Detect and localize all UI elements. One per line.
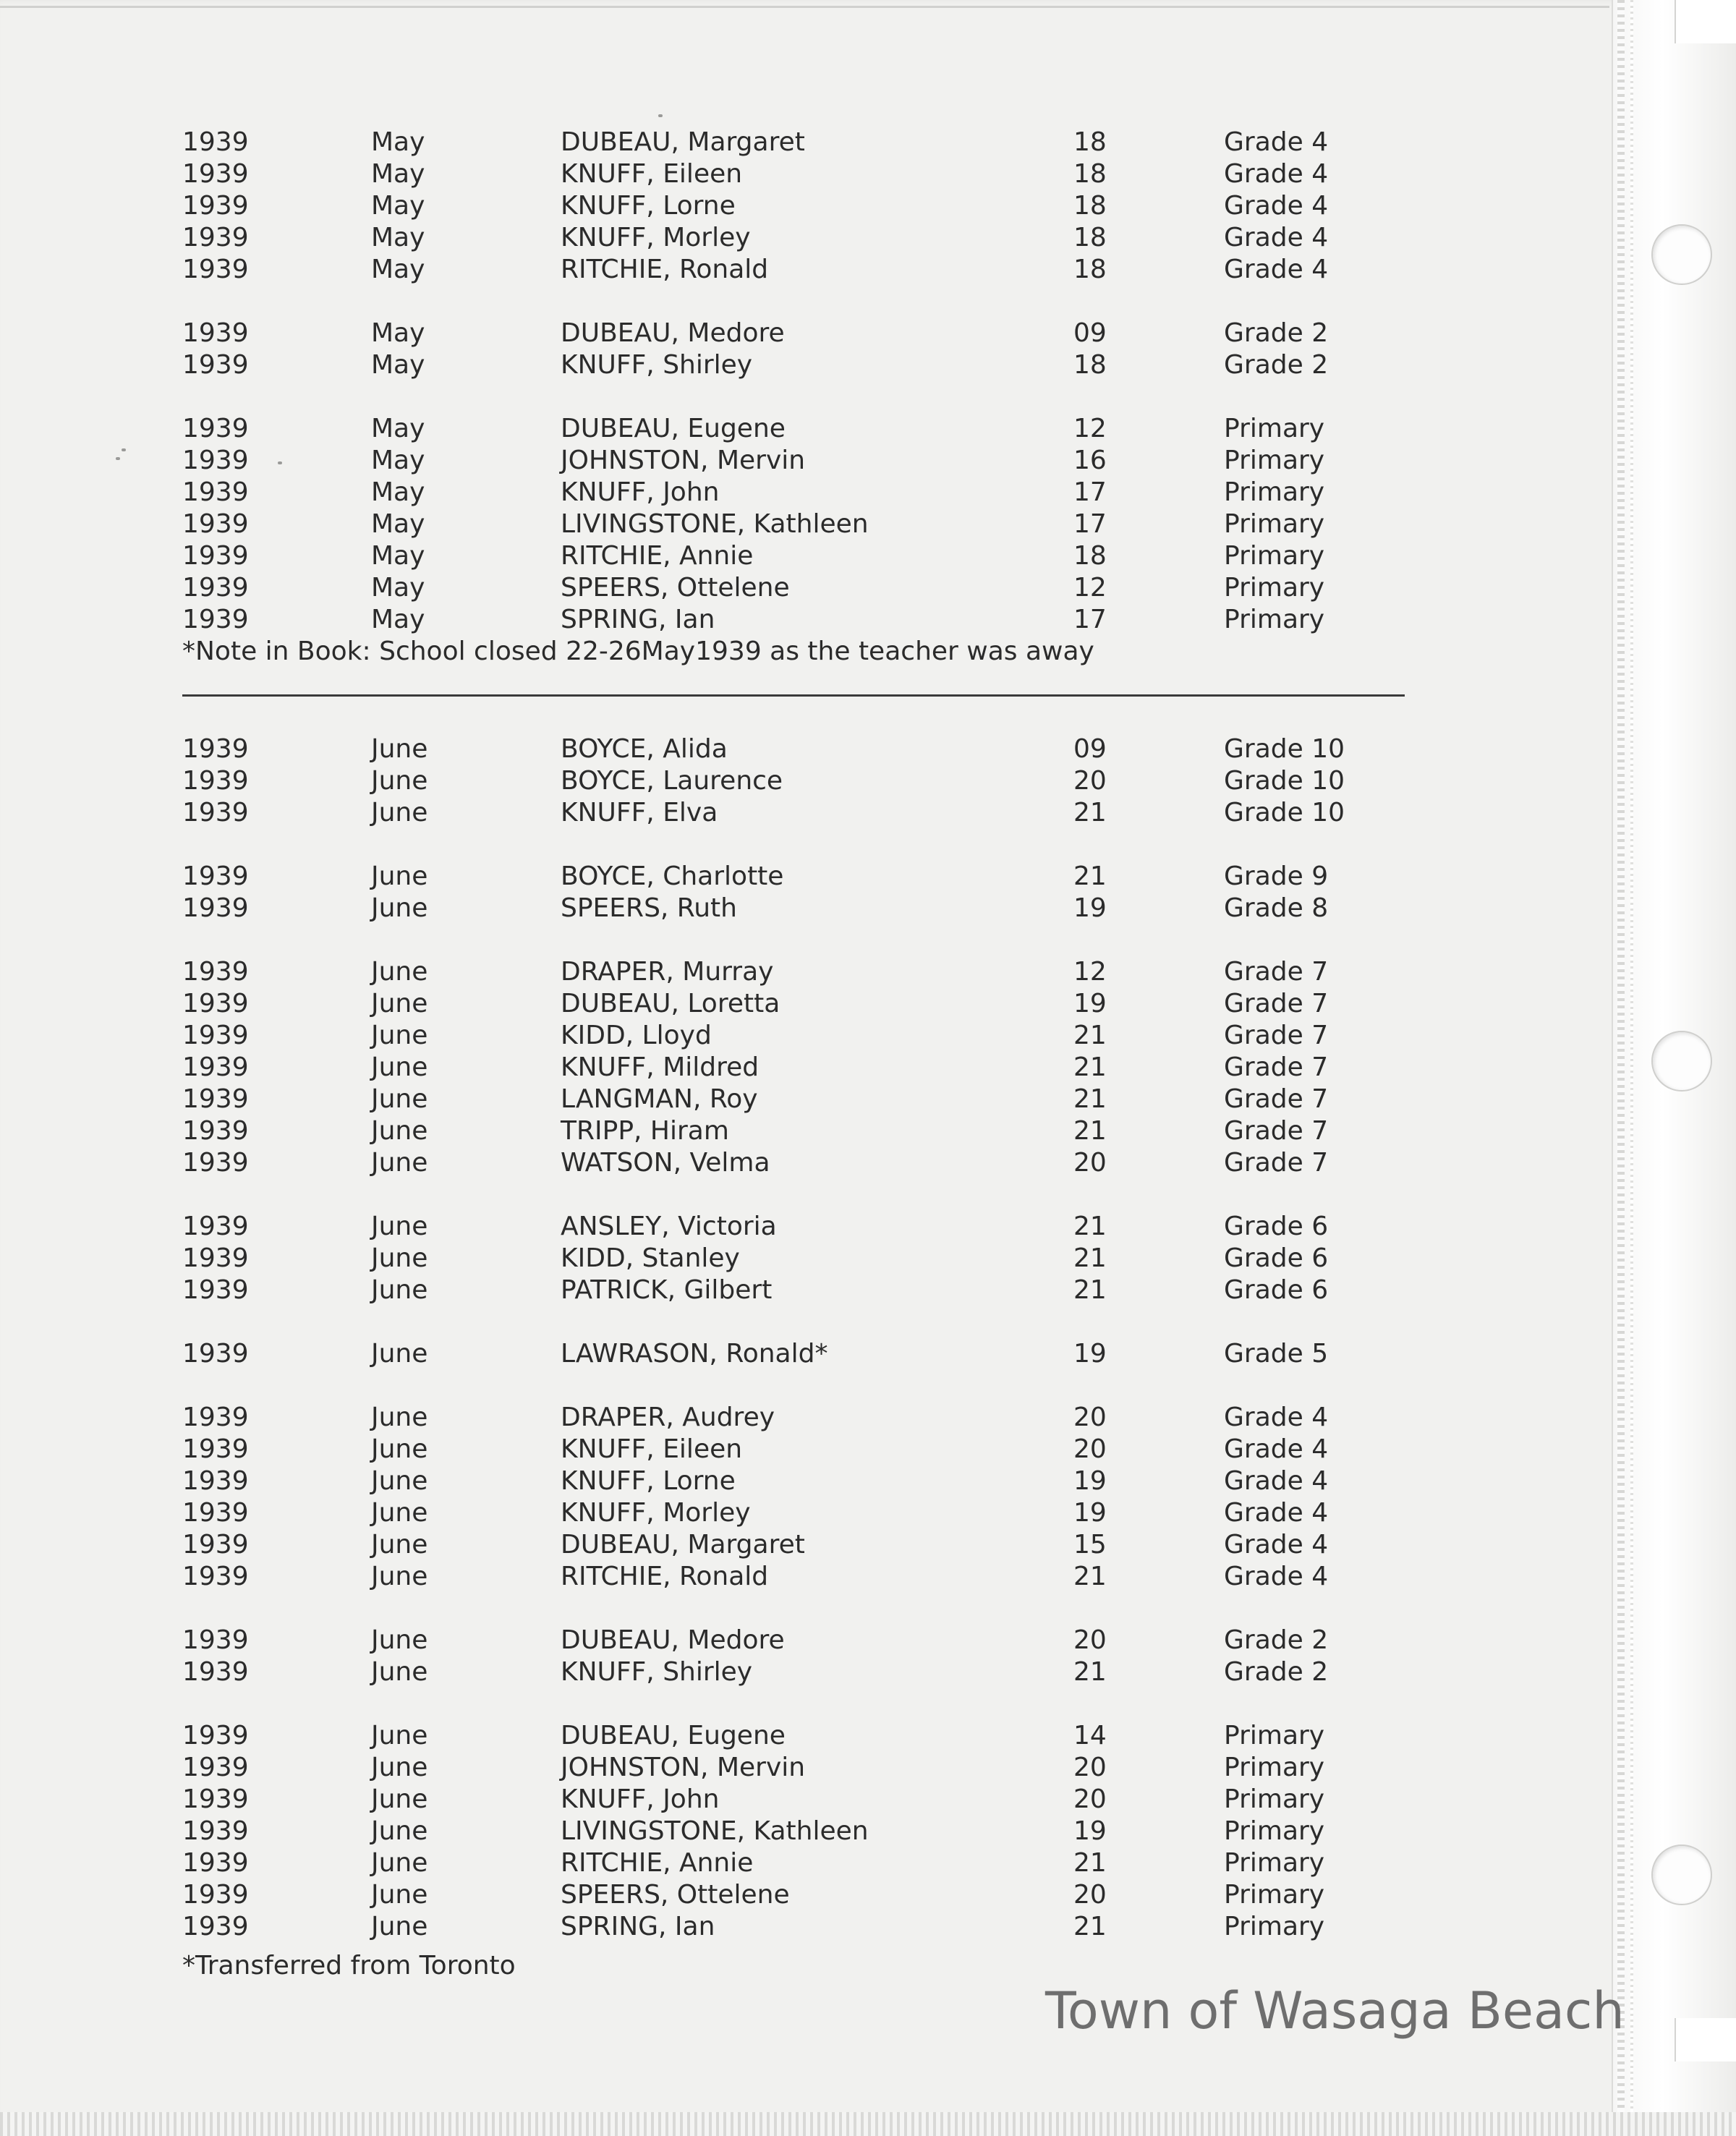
year-cell: 1939 [182,766,249,796]
year-cell: 1939 [182,1212,249,1241]
year-cell: 1939 [182,159,249,189]
grade-cell: Primary [1224,1721,1325,1750]
name-cell: LAWRASON, Ronald* [561,1339,828,1369]
grade-cell: Grade 2 [1224,1625,1329,1655]
day-cell: 21 [1073,1243,1107,1273]
name-cell: RITCHIE, Annie [561,541,754,571]
month-cell: June [371,1784,428,1814]
year-cell: 1939 [182,1243,249,1273]
name-cell: DUBEAU, Medore [561,1625,785,1655]
sleeve-stitching [1630,0,1633,2136]
day-cell: 21 [1073,1116,1107,1146]
grade-cell: Primary [1224,605,1325,634]
grade-cell: Grade 2 [1224,350,1329,380]
month-cell: June [371,1816,428,1846]
grade-cell: Grade 4 [1224,1434,1329,1464]
year-cell: 1939 [182,1466,249,1496]
name-cell: JOHNSTON, Mervin [561,446,806,475]
day-cell: 14 [1073,1721,1107,1750]
name-cell: KNUFF, Lorne [561,1466,736,1496]
day-cell: 18 [1073,350,1107,380]
day-cell: 18 [1073,541,1107,571]
name-cell: KNUFF, Morley [561,1498,751,1528]
year-cell: 1939 [182,1625,249,1655]
month-cell: June [371,1148,428,1178]
day-cell: 19 [1073,1339,1107,1369]
sleeve-tab-bottom [1675,2018,1736,2061]
name-cell: JOHNSTON, Mervin [561,1753,806,1782]
name-cell: LANGMAN, Roy [561,1084,758,1114]
grade-cell: Grade 2 [1224,1657,1329,1687]
year-cell: 1939 [182,798,249,827]
month-cell: May [371,191,425,221]
sleeve-bottom-seam [0,2112,1736,2136]
day-cell: 12 [1073,573,1107,603]
month-cell: June [371,1848,428,1878]
month-cell: June [371,766,428,796]
name-cell: DRAPER, Audrey [561,1403,775,1432]
day-cell: 18 [1073,159,1107,189]
day-cell: 20 [1073,1880,1107,1910]
day-cell: 21 [1073,1052,1107,1082]
month-cell: June [371,1021,428,1050]
month-cell: May [371,318,425,348]
may-note: *Note in Book: School closed 22-26May1939 as the teacher was away [182,637,1094,666]
year-cell: 1939 [182,1657,249,1687]
day-cell: 18 [1073,255,1107,284]
year-cell: 1939 [182,1116,249,1146]
year-cell: 1939 [182,477,249,507]
day-cell: 21 [1073,861,1107,891]
year-cell: 1939 [182,1721,249,1750]
day-cell: 20 [1073,1625,1107,1655]
name-cell: LIVINGSTONE, Kathleen [561,509,869,539]
name-cell: BOYCE, Laurence [561,766,783,796]
day-cell: 21 [1073,1084,1107,1114]
day-cell: 21 [1073,1562,1107,1591]
grade-cell: Primary [1224,541,1325,571]
day-cell: 20 [1073,1784,1107,1814]
paper-speck [658,114,663,117]
name-cell: ANSLEY, Victoria [561,1212,777,1241]
month-cell: May [371,255,425,284]
name-cell: SPEERS, Ruth [561,893,737,923]
grade-cell: Primary [1224,446,1325,475]
day-cell: 21 [1073,1912,1107,1941]
name-cell: SPRING, Ian [561,1912,715,1941]
grade-cell: Grade 5 [1224,1339,1329,1369]
month-cell: May [371,159,425,189]
year-cell: 1939 [182,1816,249,1846]
name-cell: PATRICK, Gilbert [561,1275,773,1305]
binder-hole [1651,1844,1712,1905]
paper-speck [122,448,126,451]
day-cell: 09 [1073,734,1107,764]
name-cell: DUBEAU, Margaret [561,1530,805,1560]
name-cell: KNUFF, Shirley [561,350,753,380]
name-cell: SPEERS, Ottelene [561,1880,790,1910]
day-cell: 18 [1073,191,1107,221]
name-cell: BOYCE, Charlotte [561,861,784,891]
month-cell: June [371,1753,428,1782]
name-cell: KNUFF, Eileen [561,159,743,189]
month-cell: June [371,1434,428,1464]
name-cell: KNUFF, John [561,1784,720,1814]
month-cell: June [371,1530,428,1560]
day-cell: 21 [1073,1657,1107,1687]
month-cell: May [371,127,425,157]
year-cell: 1939 [182,223,249,252]
month-cell: June [371,1562,428,1591]
year-cell: 1939 [182,893,249,923]
grade-cell: Grade 7 [1224,1116,1329,1146]
grade-cell: Primary [1224,509,1325,539]
month-cell: June [371,1912,428,1941]
month-cell: June [371,1403,428,1432]
name-cell: KNUFF, Lorne [561,191,736,221]
year-cell: 1939 [182,1403,249,1432]
name-cell: DUBEAU, Eugene [561,1721,786,1750]
grade-cell: Grade 7 [1224,1148,1329,1178]
month-cell: May [371,414,425,443]
day-cell: 17 [1073,605,1107,634]
month-cell: May [371,446,425,475]
grade-cell: Primary [1224,1784,1325,1814]
paper-speck [116,457,120,460]
name-cell: LIVINGSTONE, Kathleen [561,1816,869,1846]
day-cell: 16 [1073,446,1107,475]
day-cell: 19 [1073,1816,1107,1846]
month-cell: June [371,1052,428,1082]
year-cell: 1939 [182,509,249,539]
name-cell: DUBEAU, Medore [561,318,785,348]
day-cell: 20 [1073,1753,1107,1782]
grade-cell: Grade 4 [1224,159,1329,189]
day-cell: 20 [1073,1434,1107,1464]
year-cell: 1939 [182,1275,249,1305]
month-cell: June [371,1625,428,1655]
day-cell: 21 [1073,1275,1107,1305]
day-cell: 12 [1073,957,1107,987]
day-cell: 17 [1073,477,1107,507]
day-cell: 19 [1073,989,1107,1018]
day-cell: 21 [1073,1212,1107,1241]
day-cell: 21 [1073,798,1107,827]
name-cell: RITCHIE, Annie [561,1848,754,1878]
year-cell: 1939 [182,605,249,634]
day-cell: 21 [1073,1848,1107,1878]
grade-cell: Grade 4 [1224,127,1329,157]
year-cell: 1939 [182,446,249,475]
name-cell: TRIPP, Hiram [561,1116,729,1146]
month-cell: June [371,1243,428,1273]
month-cell: May [371,223,425,252]
month-cell: June [371,1466,428,1496]
day-cell: 09 [1073,318,1107,348]
grade-cell: Grade 6 [1224,1212,1329,1241]
binder-hole [1651,1031,1712,1092]
year-cell: 1939 [182,127,249,157]
month-cell: June [371,1721,428,1750]
name-cell: DUBEAU, Loretta [561,989,780,1018]
month-cell: June [371,1657,428,1687]
grade-cell: Grade 7 [1224,989,1329,1018]
year-cell: 1939 [182,350,249,380]
month-cell: June [371,989,428,1018]
month-cell: June [371,798,428,827]
year-cell: 1939 [182,1784,249,1814]
year-cell: 1939 [182,1084,249,1114]
name-cell: RITCHIE, Ronald [561,1562,769,1591]
grade-cell: Grade 7 [1224,1021,1329,1050]
month-cell: May [371,541,425,571]
grade-cell: Primary [1224,1880,1325,1910]
watermark: Town of Wasaga Beach [1045,1981,1625,2041]
grade-cell: Grade 4 [1224,223,1329,252]
grade-cell: Grade 7 [1224,1052,1329,1082]
day-cell: 12 [1073,414,1107,443]
sleeve-stitching [1617,0,1625,2136]
name-cell: KNUFF, John [561,477,720,507]
day-cell: 17 [1073,509,1107,539]
year-cell: 1939 [182,573,249,603]
year-cell: 1939 [182,1339,249,1369]
month-cell: May [371,573,425,603]
section-divider [182,694,1405,697]
grade-cell: Grade 9 [1224,861,1329,891]
day-cell: 19 [1073,1498,1107,1528]
grade-cell: Primary [1224,1753,1325,1782]
day-cell: 19 [1073,893,1107,923]
name-cell: DUBEAU, Eugene [561,414,786,443]
grade-cell: Primary [1224,1912,1325,1941]
grade-cell: Grade 4 [1224,255,1329,284]
grade-cell: Primary [1224,573,1325,603]
year-cell: 1939 [182,957,249,987]
year-cell: 1939 [182,1148,249,1178]
grade-cell: Primary [1224,414,1325,443]
month-cell: June [371,1498,428,1528]
name-cell: DRAPER, Murray [561,957,774,987]
grade-cell: Grade 10 [1224,766,1345,796]
day-cell: 18 [1073,127,1107,157]
month-cell: June [371,1116,428,1146]
month-cell: May [371,477,425,507]
month-cell: May [371,605,425,634]
year-cell: 1939 [182,1848,249,1878]
month-cell: June [371,1880,428,1910]
year-cell: 1939 [182,541,249,571]
year-cell: 1939 [182,1562,249,1591]
day-cell: 19 [1073,1466,1107,1496]
name-cell: DUBEAU, Margaret [561,127,805,157]
month-cell: June [371,1275,428,1305]
year-cell: 1939 [182,861,249,891]
june-footnote: *Transferred from Toronto [182,1951,516,1980]
month-cell: June [371,734,428,764]
year-cell: 1939 [182,989,249,1018]
day-cell: 21 [1073,1021,1107,1050]
year-cell: 1939 [182,1530,249,1560]
year-cell: 1939 [182,1052,249,1082]
year-cell: 1939 [182,255,249,284]
month-cell: May [371,350,425,380]
month-cell: May [371,509,425,539]
grade-cell: Grade 4 [1224,1466,1329,1496]
name-cell: KNUFF, Shirley [561,1657,753,1687]
name-cell: KIDD, Stanley [561,1243,740,1273]
grade-cell: Grade 4 [1224,1562,1329,1591]
month-cell: June [371,1339,428,1369]
name-cell: SPEERS, Ottelene [561,573,790,603]
grade-cell: Grade 10 [1224,734,1345,764]
name-cell: WATSON, Velma [561,1148,770,1178]
name-cell: KNUFF, Elva [561,798,718,827]
year-cell: 1939 [182,1021,249,1050]
sleeve-tab-top [1675,0,1736,43]
grade-cell: Grade 10 [1224,798,1345,827]
year-cell: 1939 [182,191,249,221]
month-cell: June [371,1212,428,1241]
name-cell: BOYCE, Alida [561,734,728,764]
grade-cell: Primary [1224,477,1325,507]
year-cell: 1939 [182,318,249,348]
grade-cell: Grade 6 [1224,1243,1329,1273]
year-cell: 1939 [182,1434,249,1464]
name-cell: RITCHIE, Ronald [561,255,769,284]
day-cell: 20 [1073,1148,1107,1178]
day-cell: 20 [1073,1403,1107,1432]
month-cell: June [371,893,428,923]
year-cell: 1939 [182,1753,249,1782]
paper-speck [278,461,282,464]
name-cell: KNUFF, Morley [561,223,751,252]
name-cell: SPRING, Ian [561,605,715,634]
page-top-edge [0,6,1609,8]
binder-hole [1651,224,1712,285]
grade-cell: Grade 4 [1224,1403,1329,1432]
grade-cell: Grade 6 [1224,1275,1329,1305]
name-cell: KNUFF, Eileen [561,1434,743,1464]
month-cell: June [371,861,428,891]
year-cell: 1939 [182,414,249,443]
grade-cell: Grade 8 [1224,893,1329,923]
day-cell: 20 [1073,766,1107,796]
day-cell: 15 [1073,1530,1107,1560]
month-cell: June [371,957,428,987]
grade-cell: Grade 7 [1224,1084,1329,1114]
grade-cell: Grade 4 [1224,1498,1329,1528]
grade-cell: Grade 4 [1224,191,1329,221]
year-cell: 1939 [182,734,249,764]
name-cell: KNUFF, Mildred [561,1052,760,1082]
month-cell: June [371,1084,428,1114]
grade-cell: Grade 4 [1224,1530,1329,1560]
grade-cell: Primary [1224,1848,1325,1878]
year-cell: 1939 [182,1498,249,1528]
grade-cell: Grade 7 [1224,957,1329,987]
day-cell: 18 [1073,223,1107,252]
name-cell: KIDD, Lloyd [561,1021,712,1050]
grade-cell: Grade 2 [1224,318,1329,348]
year-cell: 1939 [182,1880,249,1910]
grade-cell: Primary [1224,1816,1325,1846]
year-cell: 1939 [182,1912,249,1941]
